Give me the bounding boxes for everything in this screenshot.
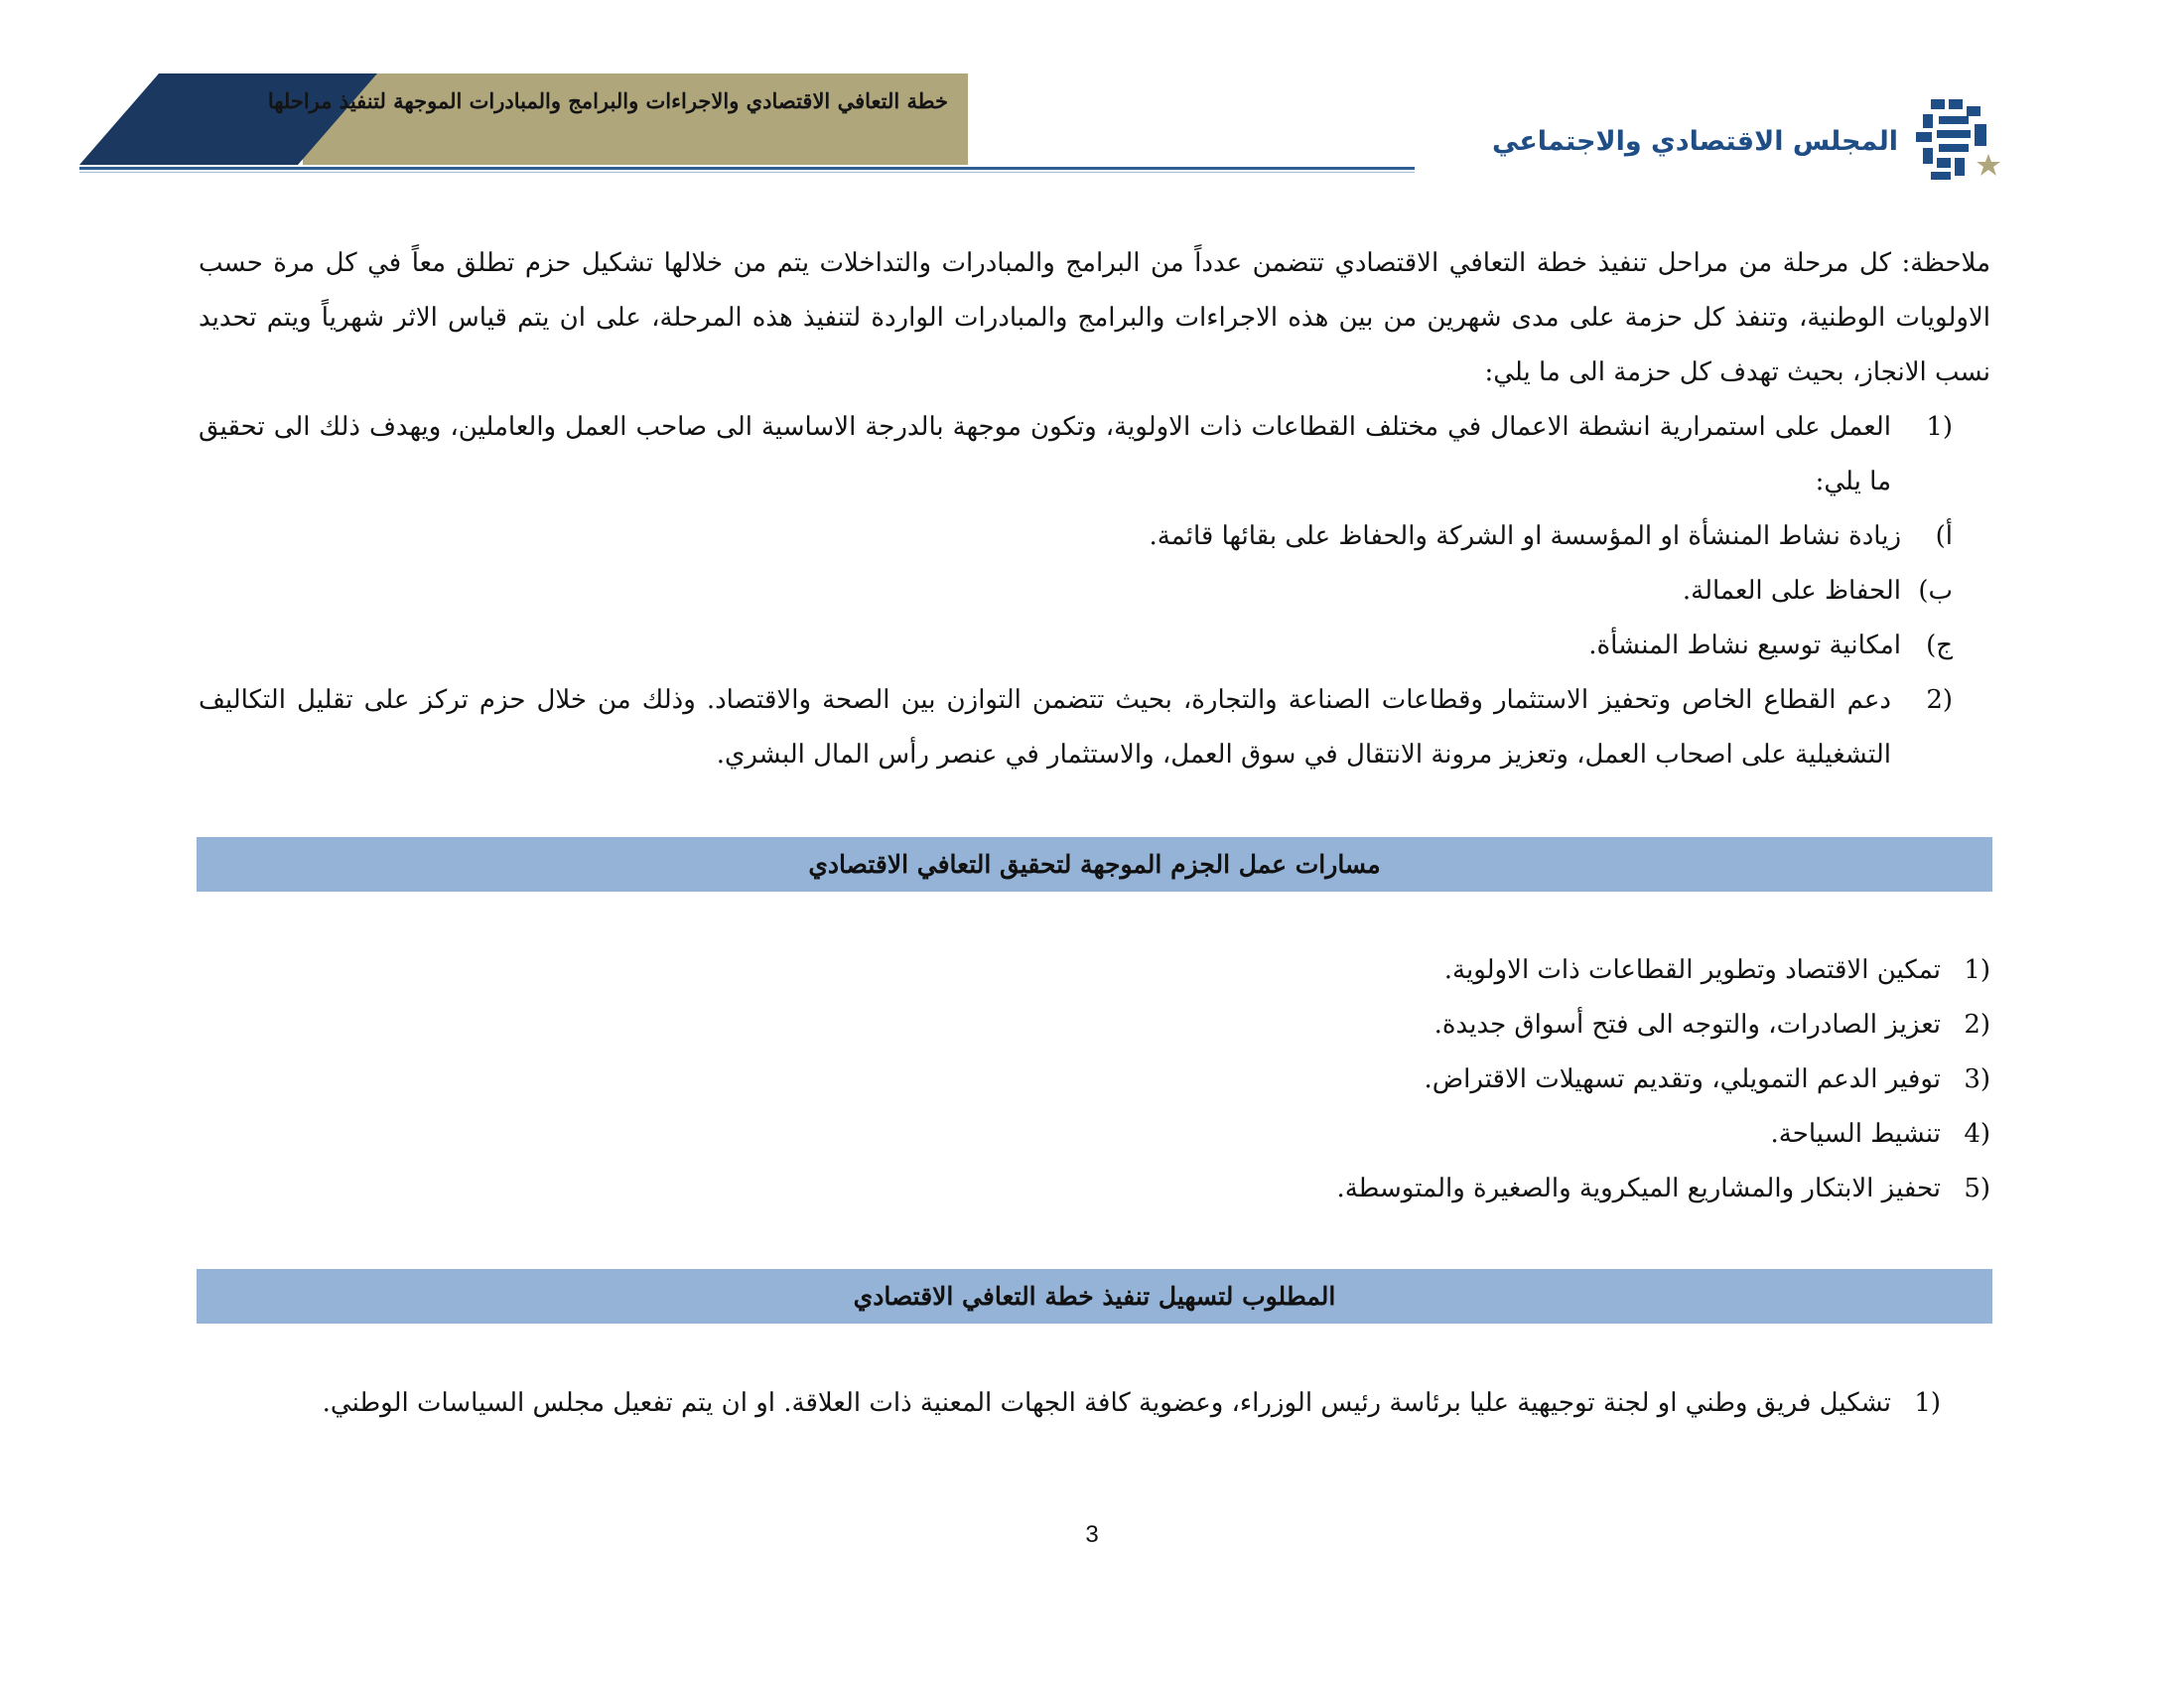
list-item bbox=[199, 1053, 1990, 1107]
list-number: 3) bbox=[1964, 1064, 1990, 1094]
subitem-letter: أ) bbox=[1935, 521, 1953, 551]
banner-title: خطة التعافي الاقتصادي والاجراءات والبرامج والمبادرات الموجهة لتنفيذ مراحلها bbox=[267, 88, 948, 113]
subitem-letter: ج) bbox=[1926, 631, 1953, 660]
list-item bbox=[199, 1376, 1990, 1431]
requirements-list bbox=[199, 1376, 1990, 1431]
list-text: تنشيط السياحة. bbox=[1770, 1119, 1941, 1149]
document-body bbox=[199, 236, 1990, 782]
subitem-letter: ب) bbox=[1918, 576, 1953, 606]
goal-text: دعم القطاع الخاص وتحفيز الاستثمار وقطاعات الصناعة والتجارة، بحيث تتضمن التوازن بين الصحة والاقتصاد. وذلك من خلال حزم تركز على تقليل التكاليف التشغيلية على اصحاب العمل، وتعزيز مرونة الانتقال في سوق العمل، والاستثمار في عنصر رأس المال البشري. bbox=[199, 685, 1891, 770]
subitem-text: الحفاظ على العمالة. bbox=[1682, 576, 1901, 606]
list-number: 5) bbox=[1964, 1174, 1990, 1203]
list-number: 2) bbox=[1964, 1010, 1990, 1040]
list-item bbox=[199, 1107, 1990, 1162]
goal-number: 1) bbox=[1926, 412, 1953, 442]
council-emblem-icon bbox=[1911, 94, 2005, 184]
list-text: تمكين الاقتصاد وتطوير القطاعات ذات الاولوية. bbox=[1443, 955, 1941, 985]
goal-text: العمل على استمرارية انشطة الاعمال في مختلف القطاعات ذات الاولوية، وتكون موجهة بالدرجة الاساسية الى صاحب العمل والعاملين، ويهدف ذلك الى تحقيق ما يلي: bbox=[199, 412, 1891, 496]
goal-subitem bbox=[199, 509, 1990, 564]
logo-text: المجلس الاقتصادي والاجتماعي bbox=[1492, 126, 1898, 157]
list-item bbox=[199, 998, 1990, 1053]
goal-subitem bbox=[199, 619, 1990, 673]
list-text: توفير الدعم التمويلي، وتقديم تسهيلات الاقتراض. bbox=[1424, 1064, 1941, 1094]
list-number: 1) bbox=[1964, 955, 1990, 985]
section-heading-requirements: المطلوب لتسهيل تنفيذ خطة التعافي الاقتصادي bbox=[197, 1269, 1992, 1324]
list-text: تحفيز الابتكار والمشاريع الميكروية والصغيرة والمتوسطة. bbox=[1336, 1174, 1941, 1203]
goal-item bbox=[199, 673, 1990, 782]
header-divider-shadow bbox=[79, 172, 1415, 173]
page-number: 3 bbox=[1085, 1521, 1099, 1548]
list-number: 4) bbox=[1964, 1119, 1990, 1149]
header-banner bbox=[79, 73, 968, 165]
goal-subitem bbox=[199, 564, 1990, 619]
list-text: تشكيل فريق وطني او لجنة توجيهية عليا برئاسة رئيس الوزراء، وعضوية كافة الجهات المعنية ذات العلاقة. او ان يتم تفعيل مجلس السياسات الوطني. bbox=[322, 1388, 1891, 1418]
goal-item bbox=[199, 400, 1990, 509]
list-number: 1) bbox=[1914, 1388, 1941, 1418]
council-logo bbox=[1492, 94, 2005, 184]
subitem-text: امكانية توسيع نشاط المنشأة. bbox=[1588, 631, 1901, 660]
header-divider bbox=[79, 167, 1415, 170]
list-text: تعزيز الصادرات، والتوجه الى فتح أسواق جديدة. bbox=[1433, 1010, 1941, 1040]
tracks-list bbox=[199, 943, 1990, 1216]
goal-number: 2) bbox=[1926, 685, 1953, 715]
subitem-text: زيادة نشاط المنشأة او المؤسسة او الشركة والحفاظ على بقائها قائمة. bbox=[1149, 521, 1901, 551]
list-item bbox=[199, 1162, 1990, 1216]
section-heading-tracks: مسارات عمل الجزم الموجهة لتحقيق التعافي الاقتصادي bbox=[197, 837, 1992, 892]
list-item bbox=[199, 943, 1990, 998]
note-paragraph: ملاحظة: كل مرحلة من مراحل تنفيذ خطة التعافي الاقتصادي تتضمن عدداً من البرامج والمبادرات والتداخلات يتم من خلالها تشكيل حزم تطلق معاً في كل مرة حسب الاولويات الوطنية، وتنفذ كل حزمة على مدى شهرين من بين هذه الاجراءات والبرامج والمبادرات الواردة لتنفيذ هذه المرحلة، على ان يتم قياس الاثر شهرياً ويتم تحديد نسب الانجاز، بحيث تهدف كل حزمة الى ما يلي: bbox=[199, 248, 1990, 387]
